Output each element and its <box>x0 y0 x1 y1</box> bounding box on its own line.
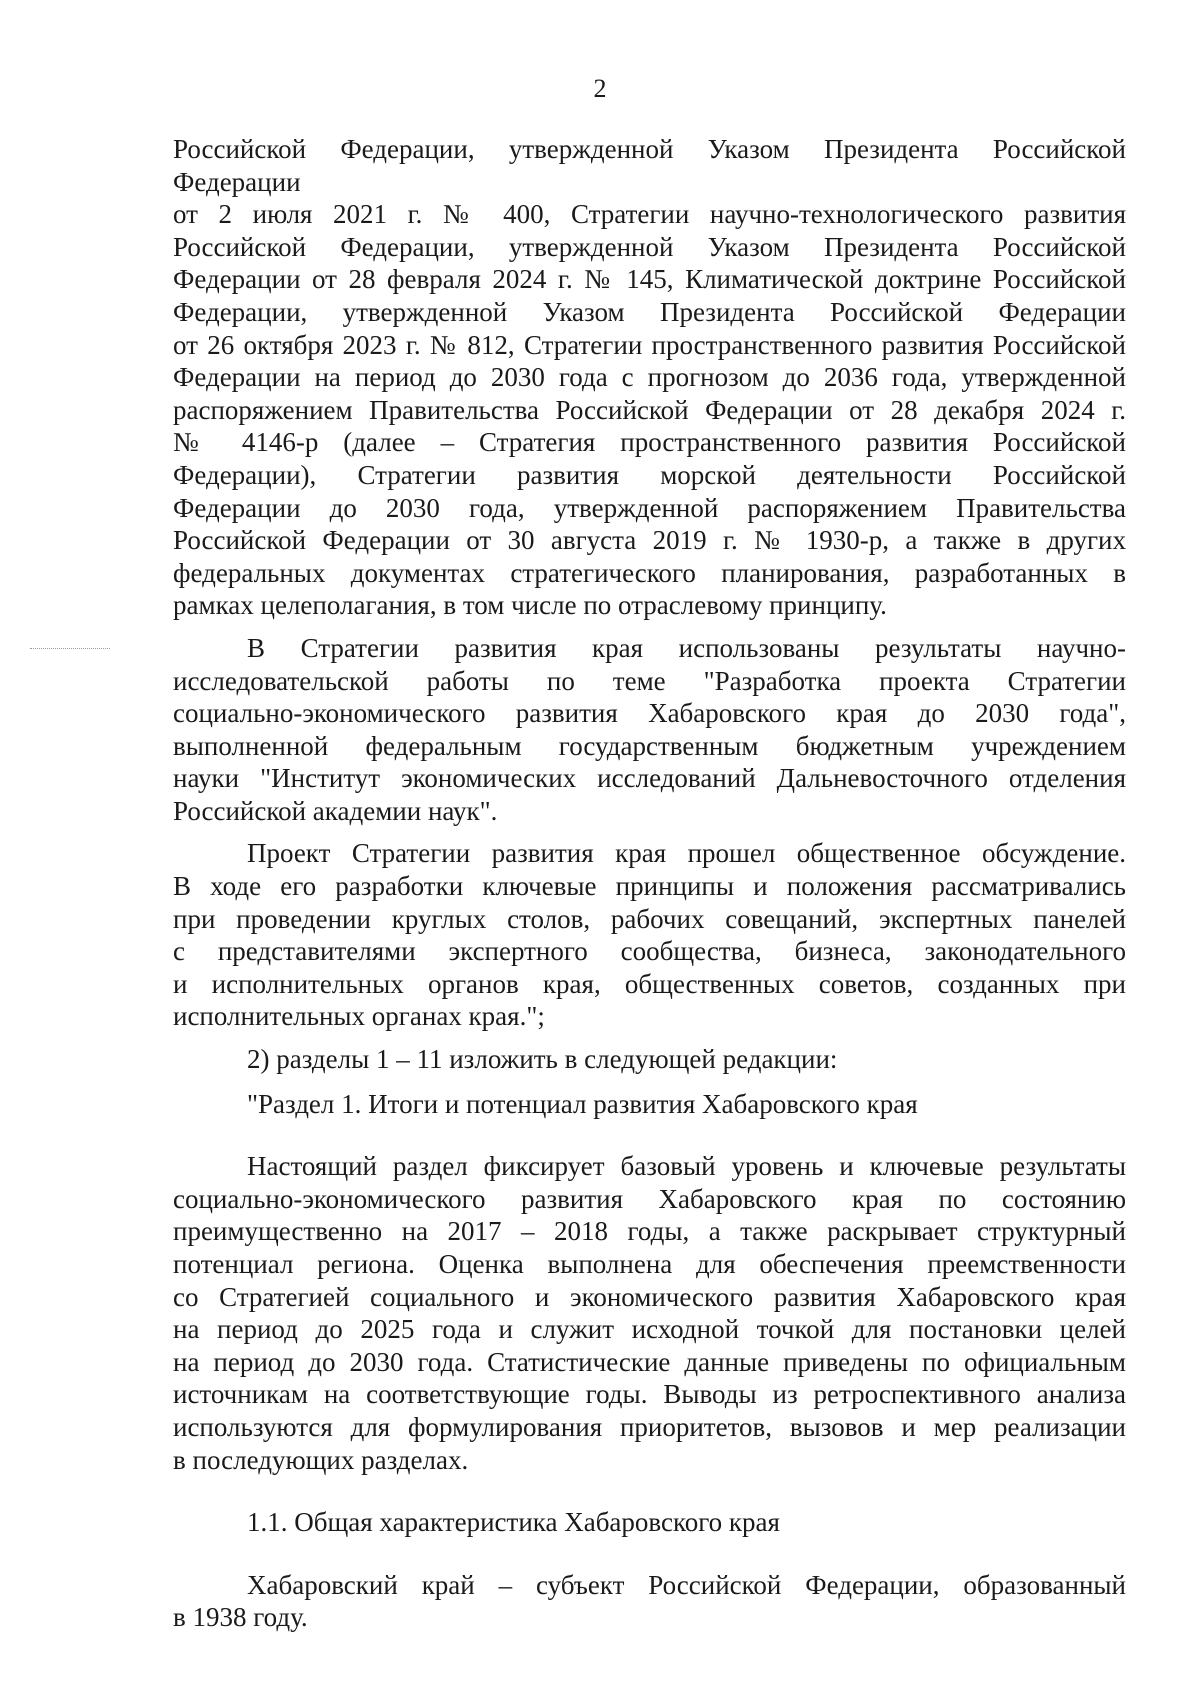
text-line: от 2 июля 2021 г. № 400, Стратегии научно-технологического развития <box>173 199 1126 230</box>
text-line: Федерации на период до 2030 года с прогнозом до 2036 года, утвержденной <box>173 362 1126 393</box>
section-1-body <box>173 1150 1126 1476</box>
text-line: используются для формулирования приоритетов, вызовов и мер реализации <box>173 1411 1126 1442</box>
text-line: на период до 2025 года и служит исходной точкой для постановки целей <box>173 1314 1126 1345</box>
page-number: 2 <box>593 74 607 103</box>
text-line: 1.1. Общая характеристика Хабаровского края <box>247 1507 780 1538</box>
text-line: В Стратегии развития края использованы результаты научно- <box>247 632 1126 663</box>
text-line: Российской академии наук". <box>173 795 498 826</box>
text-line: Российской Федерации, утвержденной Указом Президента Российской <box>173 231 1126 262</box>
text-line: 2) разделы 1 – 11 изложить в следующей редакции: <box>247 1044 838 1075</box>
text-line: социально-экономического развития Хабаровского края до 2030 года", <box>173 698 1126 729</box>
text-line: в последующих разделах. <box>173 1444 469 1475</box>
text-line: Проект Стратегии развития края прошел общественное обсуждение. <box>247 838 1126 869</box>
text-line: социально-экономического развития Хабаровского края по состоянию <box>173 1183 1126 1214</box>
text-line: потенциал региона. Оценка выполнена для обеспечения преемственности <box>173 1249 1126 1279</box>
text-line: Федерации), Стратегии развития морской деятельности Российской <box>173 459 1126 490</box>
text-line: Федерации от 28 февраля 2024 г. № 145, Климатической доктрине Российской <box>173 264 1126 295</box>
text-line: источникам на соответствующие годы. Выводы из ретроспективного анализа <box>173 1379 1126 1410</box>
paragraph-research <box>173 632 1126 828</box>
text-line: распоряжением Правительства Российской Федерации от 28 декабря 2024 г. <box>173 394 1126 425</box>
text-line: на период до 2030 года. Статистические данные приведены по официальным <box>173 1346 1126 1377</box>
text-line: исследовательской работы по теме "Разработка проекта Стратегии <box>173 665 1126 696</box>
document-body <box>173 133 1126 1634</box>
text-line: Настоящий раздел фиксирует базовый уровень и ключевые результаты <box>247 1151 1126 1182</box>
paragraph-continuation <box>173 133 1126 622</box>
text-line: науки "Институт экономических исследований Дальневосточного отделения <box>173 763 1126 794</box>
subsection-1-1-body <box>173 1569 1126 1634</box>
text-line: при проведении круглых столов, рабочих совещаний, экспертных панелей <box>173 903 1126 934</box>
paragraph-item-2 <box>173 1043 1126 1076</box>
paragraph-public-discussion <box>173 837 1126 1033</box>
text-line: Федерации <box>173 166 301 197</box>
text-line: В ходе его разработки ключевые принципы и положения рассматривались <box>173 871 1126 902</box>
text-line: от 26 октября 2023 г. № 812, Стратегии пространственного развития Российской <box>173 329 1126 360</box>
text-line: Российской Федерации, утвержденной Указом Президента Российской <box>173 134 1126 164</box>
text-line: федеральных документах стратегического планирования, разработанных в <box>173 557 1126 588</box>
text-line: Хабаровский край – субъект Российской Федерации, образованный <box>247 1569 1126 1600</box>
text-line: Федерации до 2030 года, утвержденной распоряжением Правительства <box>173 492 1126 523</box>
text-line: исполнительных органах края."; <box>173 1001 545 1032</box>
text-line: выполненной федеральным государственным бюджетным учреждением <box>173 730 1126 761</box>
text-line: "Раздел 1. Итоги и потенциал развития Хабаровского края <box>247 1088 918 1119</box>
text-line: в 1938 году. <box>173 1602 308 1633</box>
text-line: № 4146-р (далее – Стратегия пространственного развития Российской <box>173 427 1126 458</box>
text-line: Российской Федерации от 30 августа 2019 г. № 1930-р, а также в других <box>173 525 1126 556</box>
scan-margin-mark <box>30 648 110 649</box>
text-line: с представителями экспертного сообщества, бизнеса, законодательного <box>173 936 1126 967</box>
text-line: и исполнительных органов края, общественных советов, созданных при <box>173 968 1126 999</box>
text-line: преимущественно на 2017 – 2018 годы, а также раскрывает структурный <box>173 1216 1126 1247</box>
text-line: со Стратегией социального и экономического развития Хабаровского края <box>173 1281 1126 1312</box>
text-line: рамках целеполагания, в том числе по отраслевому принципу. <box>173 590 887 621</box>
section-1-heading <box>173 1088 1126 1121</box>
subsection-1-1-heading <box>173 1506 1126 1539</box>
text-line: Федерации, утвержденной Указом Президента Российской Федерации <box>173 296 1126 327</box>
